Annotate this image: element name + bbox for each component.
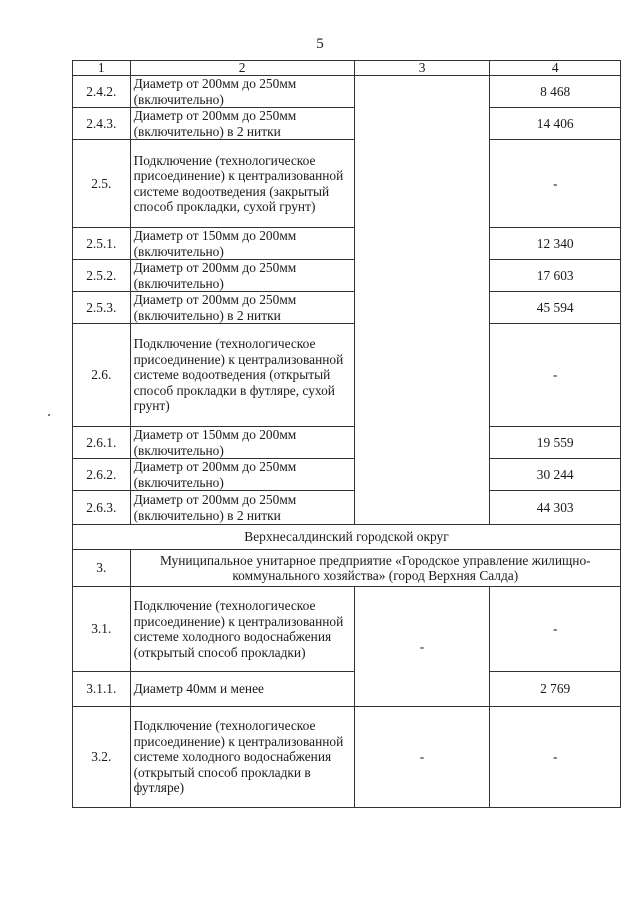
column-header: 3 — [354, 61, 490, 76]
margin-dot — [48, 414, 50, 416]
row-value: - — [490, 324, 621, 427]
table-row — [73, 228, 621, 260]
row-description: Диаметр от 200мм до 250мм (включительно) — [130, 76, 354, 108]
table-row — [73, 292, 621, 324]
table-row — [73, 459, 621, 491]
row-number: 3. — [73, 550, 131, 587]
row-description: Диаметр от 200мм до 250мм (включительно) — [130, 260, 354, 292]
row-value: 17 603 — [490, 260, 621, 292]
row-number: 3.1. — [73, 587, 131, 672]
table-header-row — [73, 61, 621, 76]
row-number: 3.2. — [73, 707, 131, 808]
row-col3: - — [354, 707, 490, 808]
row-description: Диаметр от 150мм до 200мм (включительно) — [130, 427, 354, 459]
row-value: 12 340 — [490, 228, 621, 260]
row-description: Диаметр от 200мм до 250мм (включительно) в 2 нитки — [130, 491, 354, 525]
region-row — [73, 525, 621, 550]
row-value: 14 406 — [490, 108, 621, 140]
row-description: Диаметр от 200мм до 250мм (включительно) — [130, 459, 354, 491]
region-title: Верхнесалдинский городской округ — [73, 525, 621, 550]
table-row — [73, 707, 621, 808]
row-description: Подключение (технологическое присоединение) к централизованной системе водоотведения (открытый способ прокладки в футляре, сухой грунт) — [130, 324, 354, 427]
column-header: 2 — [130, 61, 354, 76]
table-row — [73, 427, 621, 459]
row-number: 2.5. — [73, 140, 131, 228]
table-row — [73, 108, 621, 140]
row-value: 2 769 — [490, 672, 621, 707]
row-number: 2.4.3. — [73, 108, 131, 140]
table-row — [73, 587, 621, 672]
row-number: 2.6.2. — [73, 459, 131, 491]
row-value: 44 303 — [490, 491, 621, 525]
row-value: 19 559 — [490, 427, 621, 459]
row-description: Диаметр от 150мм до 200мм (включительно) — [130, 228, 354, 260]
table-row — [73, 140, 621, 228]
row-value: 30 244 — [490, 459, 621, 491]
column-header: 4 — [490, 61, 621, 76]
row-description: Подключение (технологическое присоединение) к централизованной системе холодного водоснабжения (открытый способ прокладки в футляре) — [130, 707, 354, 808]
row-number: 2.5.2. — [73, 260, 131, 292]
table-row — [73, 76, 621, 108]
table-row — [73, 324, 621, 427]
column-header: 1 — [73, 61, 131, 76]
row-col3: - — [354, 587, 490, 707]
row-value: - — [490, 140, 621, 228]
table-row — [73, 491, 621, 525]
row-number: 3.1.1. — [73, 672, 131, 707]
org-row — [73, 550, 621, 587]
row-value: 45 594 — [490, 292, 621, 324]
row-value: - — [490, 707, 621, 808]
merged-empty-cell — [354, 76, 490, 525]
table-row — [73, 260, 621, 292]
row-description: Диаметр от 200мм до 250мм (включительно) в 2 нитки — [130, 108, 354, 140]
row-description: Подключение (технологическое присоединение) к централизованной системе холодного водоснабжения (открытый способ прокладки) — [130, 587, 354, 672]
row-description: Диаметр от 200мм до 250мм (включительно) в 2 нитки — [130, 292, 354, 324]
row-value: - — [490, 587, 621, 672]
row-number: 2.5.3. — [73, 292, 131, 324]
page-number: 5 — [316, 36, 324, 52]
row-description: Подключение (технологическое присоединение) к централизованной системе водоотведения (закрытый способ прокладки, сухой грунт) — [130, 140, 354, 228]
row-number: 2.5.1. — [73, 228, 131, 260]
org-name: Муниципальное унитарное предприятие «Городское управление жилищно-коммунального хозяйства» (город Верхняя Салда) — [130, 550, 620, 587]
row-number: 2.6.3. — [73, 491, 131, 525]
row-description: Диаметр 40мм и менее — [130, 672, 354, 707]
row-value: 8 468 — [490, 76, 621, 108]
row-number: 2.4.2. — [73, 76, 131, 108]
row-number: 2.6. — [73, 324, 131, 427]
tariff-table — [72, 60, 621, 808]
table-row — [73, 672, 621, 707]
row-number: 2.6.1. — [73, 427, 131, 459]
